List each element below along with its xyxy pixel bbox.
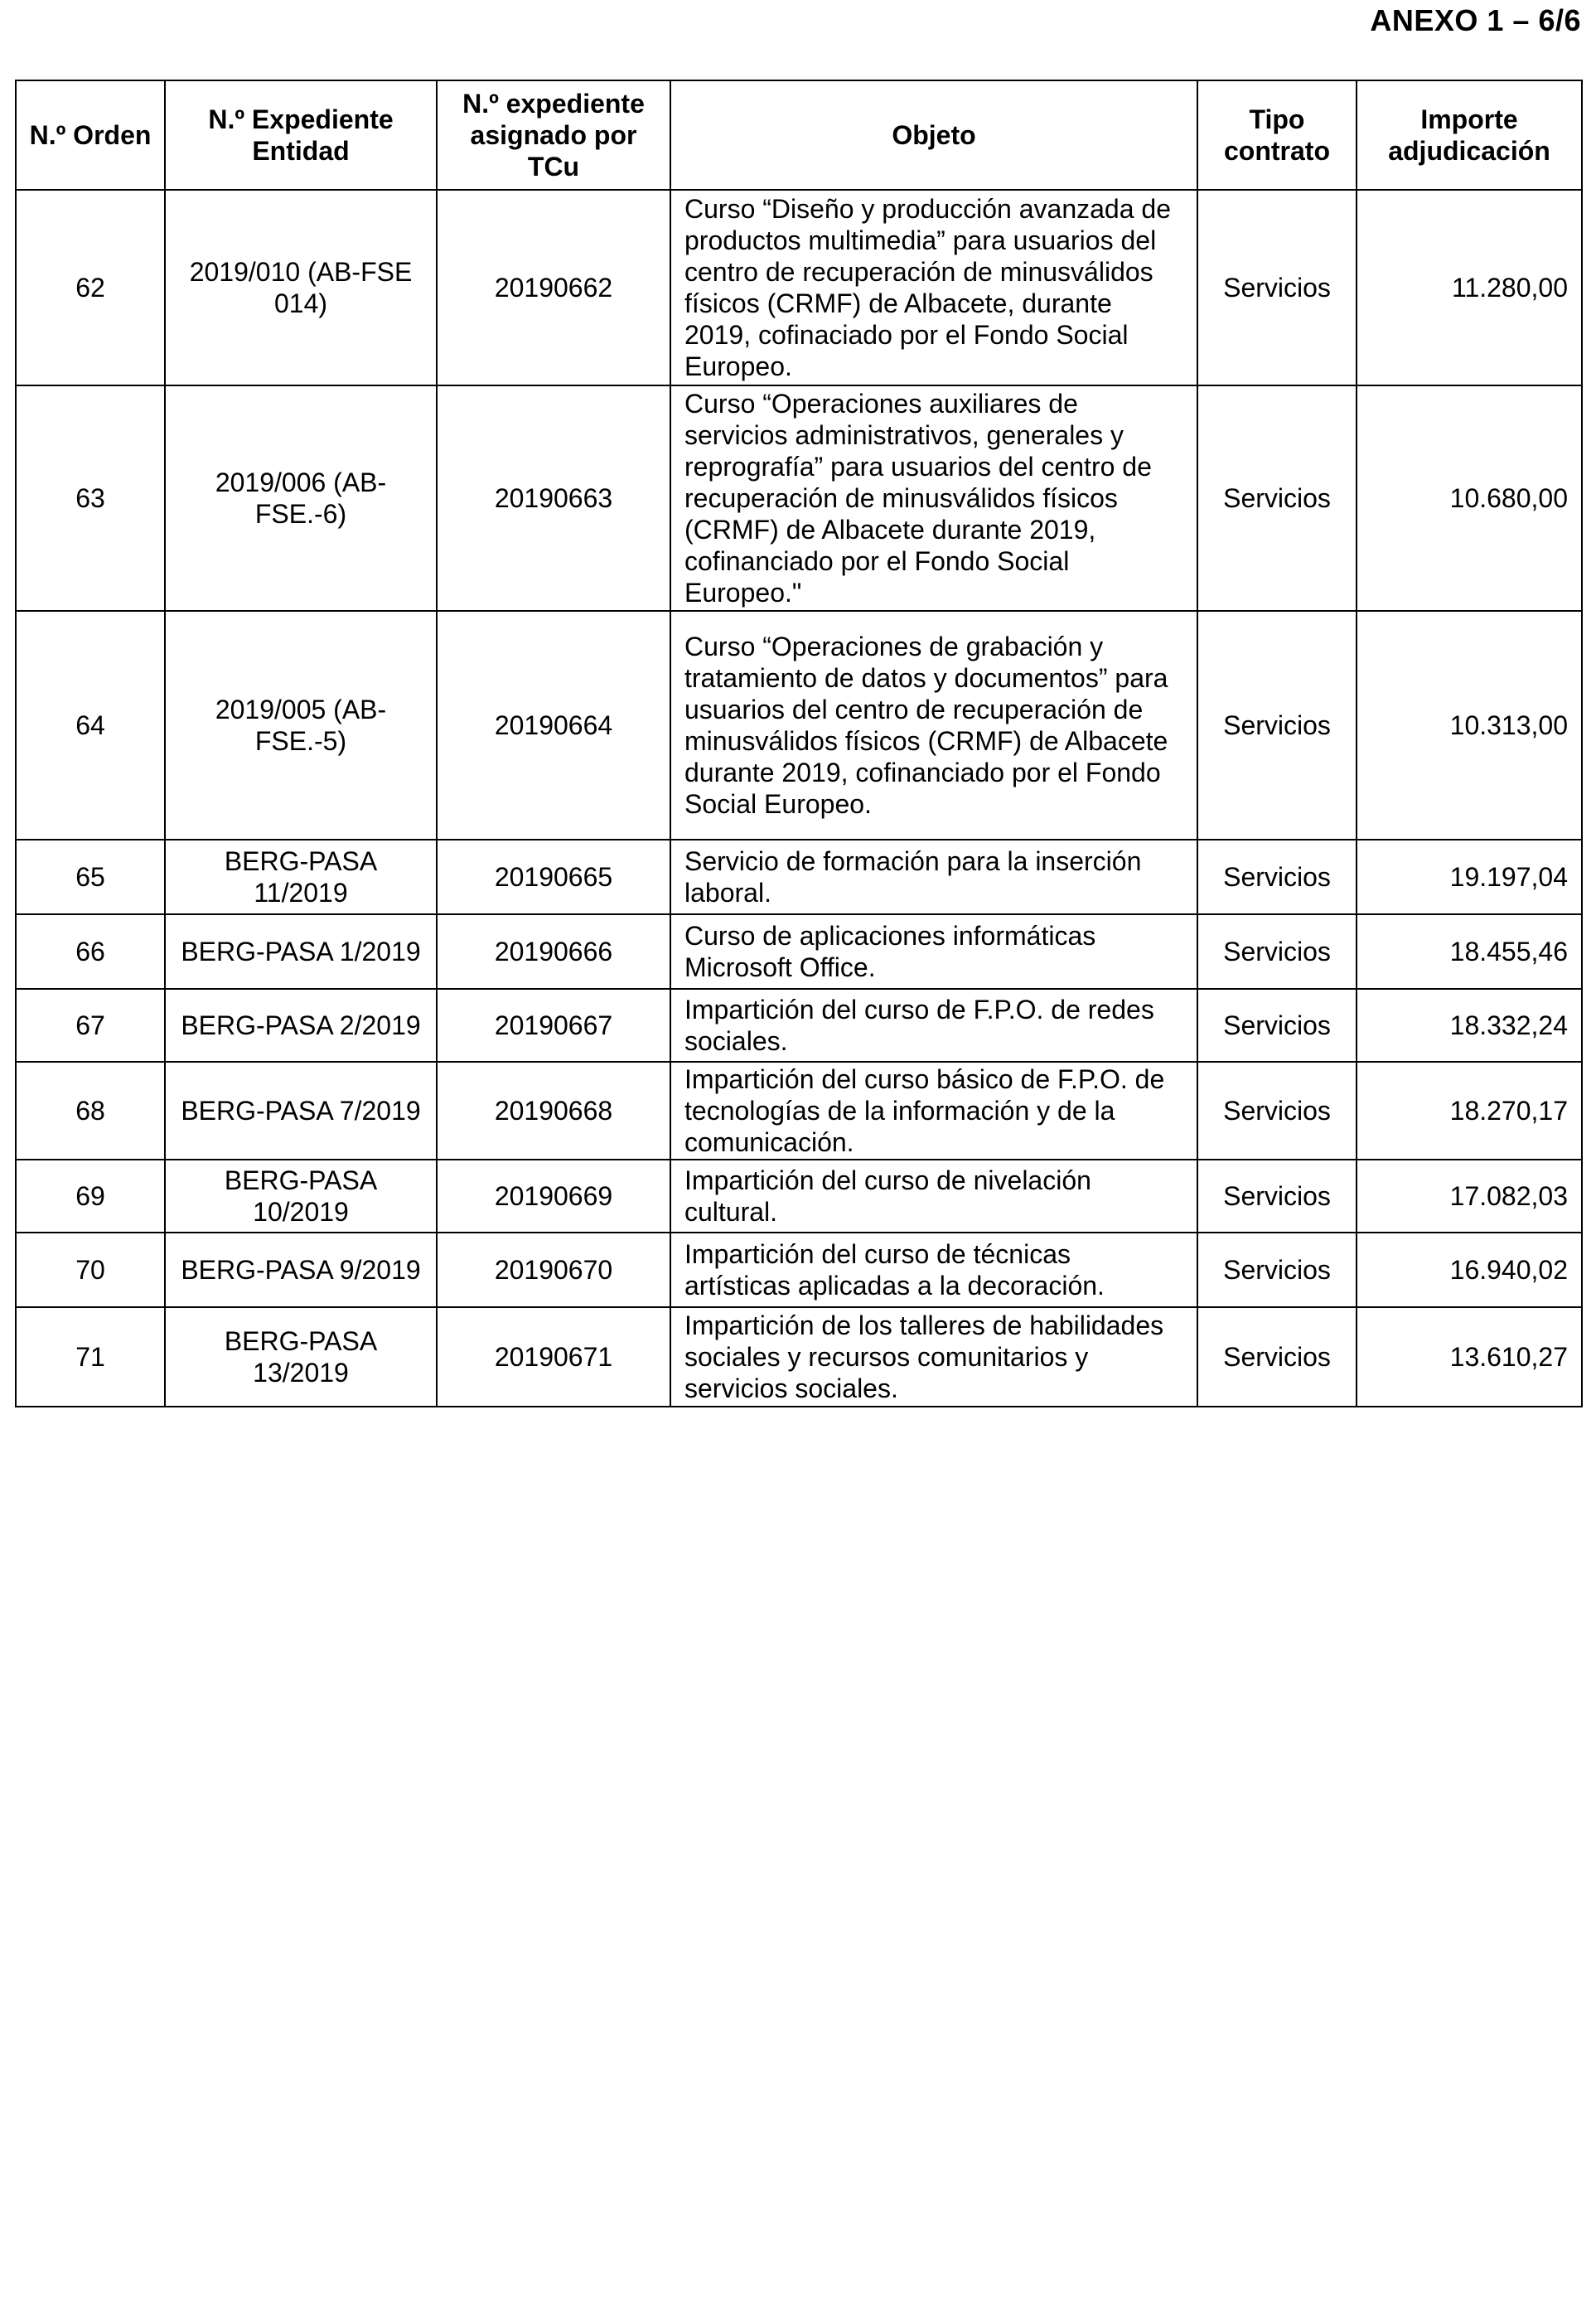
importe-cell: 18.332,24 [1357,989,1582,1062]
contracts-table [15,80,1583,1407]
header-row [16,80,1582,190]
objeto-cell: Impartición del curso básico de F.P.O. de tecnologías de la información y de la comunicación. [670,1062,1197,1160]
table-row [16,914,1582,989]
expediente-entidad-cell: BERG-PASA 1/2019 [165,914,437,989]
orden-cell: 68 [16,1062,165,1160]
objeto-cell: Impartición del curso de nivelación cultural. [670,1160,1197,1233]
importe-cell: 19.197,04 [1357,840,1582,914]
expediente-tcu-cell: 20190665 [437,840,670,914]
orden-cell: 69 [16,1160,165,1233]
orden-cell: 66 [16,914,165,989]
header-expediente-entidad: N.º Expediente Entidad [165,80,437,190]
orden-cell: 70 [16,1233,165,1307]
expediente-tcu-cell: 20190671 [437,1307,670,1407]
table-row [16,1307,1582,1407]
tipo-contrato-cell: Servicios [1197,989,1357,1062]
orden-cell: 71 [16,1307,165,1407]
importe-cell: 18.270,17 [1357,1062,1582,1160]
expediente-entidad-cell: BERG-PASA 11/2019 [165,840,437,914]
expediente-tcu-cell: 20190667 [437,989,670,1062]
tipo-contrato-cell: Servicios [1197,1233,1357,1307]
tipo-contrato-cell: Servicios [1197,1062,1357,1160]
orden-cell: 65 [16,840,165,914]
importe-cell: 11.280,00 [1357,190,1582,385]
objeto-cell: Servicio de formación para la inserción laboral. [670,840,1197,914]
objeto-cell: Curso “Operaciones auxiliares de servicios administrativos, generales y reprografía” para usuarios del centro de recuperación de minusválidos físicos (CRMF) de Albacete durante 2019, cofinanciado por el Fondo Social Europeo." [670,385,1197,611]
expediente-entidad-cell: BERG-PASA 10/2019 [165,1160,437,1233]
annex-title: ANEXO 1 – 6/6 [1370,3,1581,37]
expediente-entidad-cell: BERG-PASA 2/2019 [165,989,437,1062]
table-row [16,1160,1582,1233]
tipo-contrato-cell: Servicios [1197,840,1357,914]
importe-cell: 13.610,27 [1357,1307,1582,1407]
orden-cell: 67 [16,989,165,1062]
expediente-entidad-cell: 2019/010 (AB-FSE 014) [165,190,437,385]
tipo-contrato-cell: Servicios [1197,1160,1357,1233]
objeto-cell: Impartición del curso de F.P.O. de redes sociales. [670,989,1197,1062]
orden-cell: 63 [16,385,165,611]
expediente-tcu-cell: 20190668 [437,1062,670,1160]
orden-cell: 62 [16,190,165,385]
table-row [16,190,1582,385]
tipo-contrato-cell: Servicios [1197,1307,1357,1407]
tipo-contrato-cell: Servicios [1197,385,1357,611]
objeto-cell: Impartición del curso de técnicas artísticas aplicadas a la decoración. [670,1233,1197,1307]
objeto-cell: Curso de aplicaciones informáticas Microsoft Office. [670,914,1197,989]
expediente-entidad-cell: 2019/006 (AB-FSE.-6) [165,385,437,611]
expediente-tcu-cell: 20190669 [437,1160,670,1233]
objeto-cell: Curso “Diseño y producción avanzada de productos multimedia” para usuarios del centro de recuperación de minusválidos físicos (CRMF) de Albacete, durante 2019, cofinaciado por el Fondo Social Europeo. [670,190,1197,385]
expediente-entidad-cell: BERG-PASA 7/2019 [165,1062,437,1160]
importe-cell: 16.940,02 [1357,1233,1582,1307]
objeto-cell: Curso “Operaciones de grabación y tratamiento de datos y documentos” para usuarios del centro de recuperación de minusválidos físicos (CRMF) de Albacete durante 2019, cofinanciado por el Fondo Social Europeo. [670,611,1197,840]
header-expediente-tcu: N.º expediente asignado por TCu [437,80,670,190]
header-objeto: Objeto [670,80,1197,190]
importe-cell: 17.082,03 [1357,1160,1582,1233]
table-row [16,385,1582,611]
table-row [16,1233,1582,1307]
expediente-tcu-cell: 20190666 [437,914,670,989]
expediente-tcu-cell: 20190663 [437,385,670,611]
expediente-tcu-cell: 20190670 [437,1233,670,1307]
table-row [16,989,1582,1062]
header-importe: Importe adjudicación [1357,80,1582,190]
importe-cell: 10.680,00 [1357,385,1582,611]
header-orden: N.º Orden [16,80,165,190]
header-tipo-contrato: Tipo contrato [1197,80,1357,190]
tipo-contrato-cell: Servicios [1197,611,1357,840]
expediente-entidad-cell: BERG-PASA 9/2019 [165,1233,437,1307]
table-row [16,1062,1582,1160]
table-row [16,840,1582,914]
importe-cell: 10.313,00 [1357,611,1582,840]
objeto-cell: Impartición de los talleres de habilidades sociales y recursos comunitarios y servicios sociales. [670,1307,1197,1407]
orden-cell: 64 [16,611,165,840]
expediente-tcu-cell: 20190662 [437,190,670,385]
expediente-tcu-cell: 20190664 [437,611,670,840]
importe-cell: 18.455,46 [1357,914,1582,989]
table-row [16,611,1582,840]
expediente-entidad-cell: 2019/005 (AB-FSE.-5) [165,611,437,840]
tipo-contrato-cell: Servicios [1197,190,1357,385]
tipo-contrato-cell: Servicios [1197,914,1357,989]
expediente-entidad-cell: BERG-PASA 13/2019 [165,1307,437,1407]
